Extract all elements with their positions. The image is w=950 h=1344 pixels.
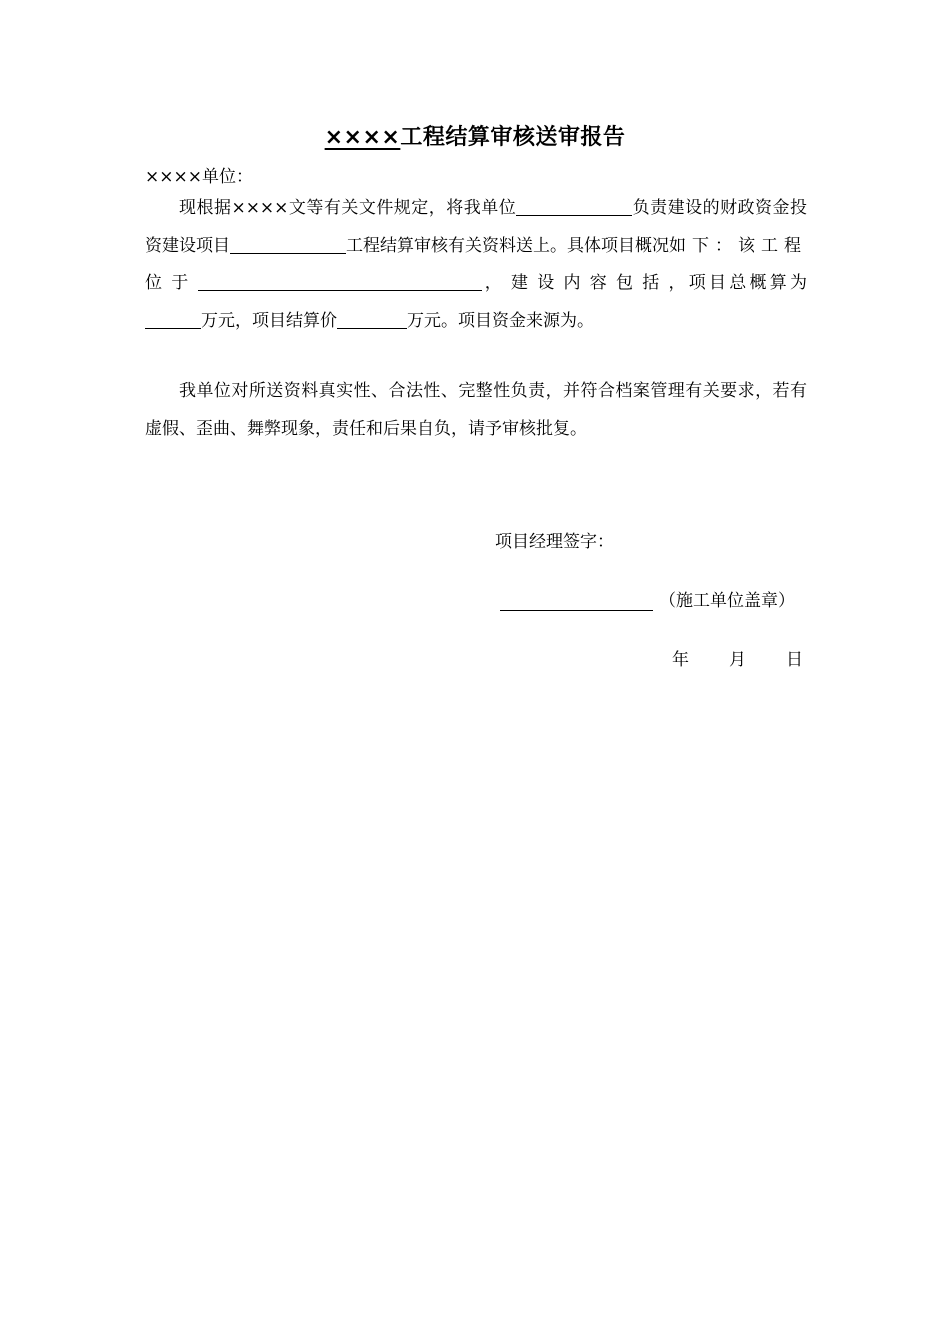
budget-blank[interactable] <box>145 310 201 329</box>
settlement-blank[interactable] <box>337 310 407 329</box>
date-month: 月 <box>729 650 746 670</box>
seal-note: （施工单位盖章） <box>659 591 795 611</box>
body-paragraph-2: 我单位对所送资料真实性、合法性、完整性负责，并符合档案管理有关要求，若有虚假、歪曲、舞弊现象，责任和后果自负，请予审核批复。 <box>145 381 807 439</box>
location-blank[interactable] <box>198 272 482 291</box>
date-year: 年 <box>672 650 689 670</box>
para1-text-5: ，建设内容包括 <box>481 273 669 293</box>
project-blank[interactable] <box>230 235 346 254</box>
para1-text-2: 负责建设的财政资金投资建设项目 <box>145 198 807 256</box>
addressee: ××××单位： <box>145 167 253 187</box>
date-day: 日 <box>786 650 803 670</box>
para1-text-4: 如下：该工程位于 <box>145 235 807 293</box>
para1-text-7: 万元，项目结算价 <box>201 310 337 331</box>
seal-row <box>500 586 795 611</box>
para1-text-8: 万元。项目资金来源为 <box>407 310 577 331</box>
date-row <box>672 645 803 670</box>
para1-text-9: 。 <box>577 310 594 331</box>
body-paragraph-1 <box>145 190 807 340</box>
title-prefix: ×××× <box>324 125 401 150</box>
manager-signature-label: 项目经理签字： <box>495 532 614 552</box>
seal-blank[interactable] <box>500 591 653 611</box>
unit-blank[interactable] <box>516 197 632 216</box>
para1-text-6: ，项目总概算为 <box>668 273 807 293</box>
report-title <box>0 120 950 151</box>
para1-text-1: 现根据××××文等有关文件规定，将我单位 <box>179 198 517 218</box>
para1-text-3: 工程结算审核有关资料送上。具体项目概况 <box>346 235 669 256</box>
title-main: 工程结算审核送审报告 <box>400 125 626 150</box>
